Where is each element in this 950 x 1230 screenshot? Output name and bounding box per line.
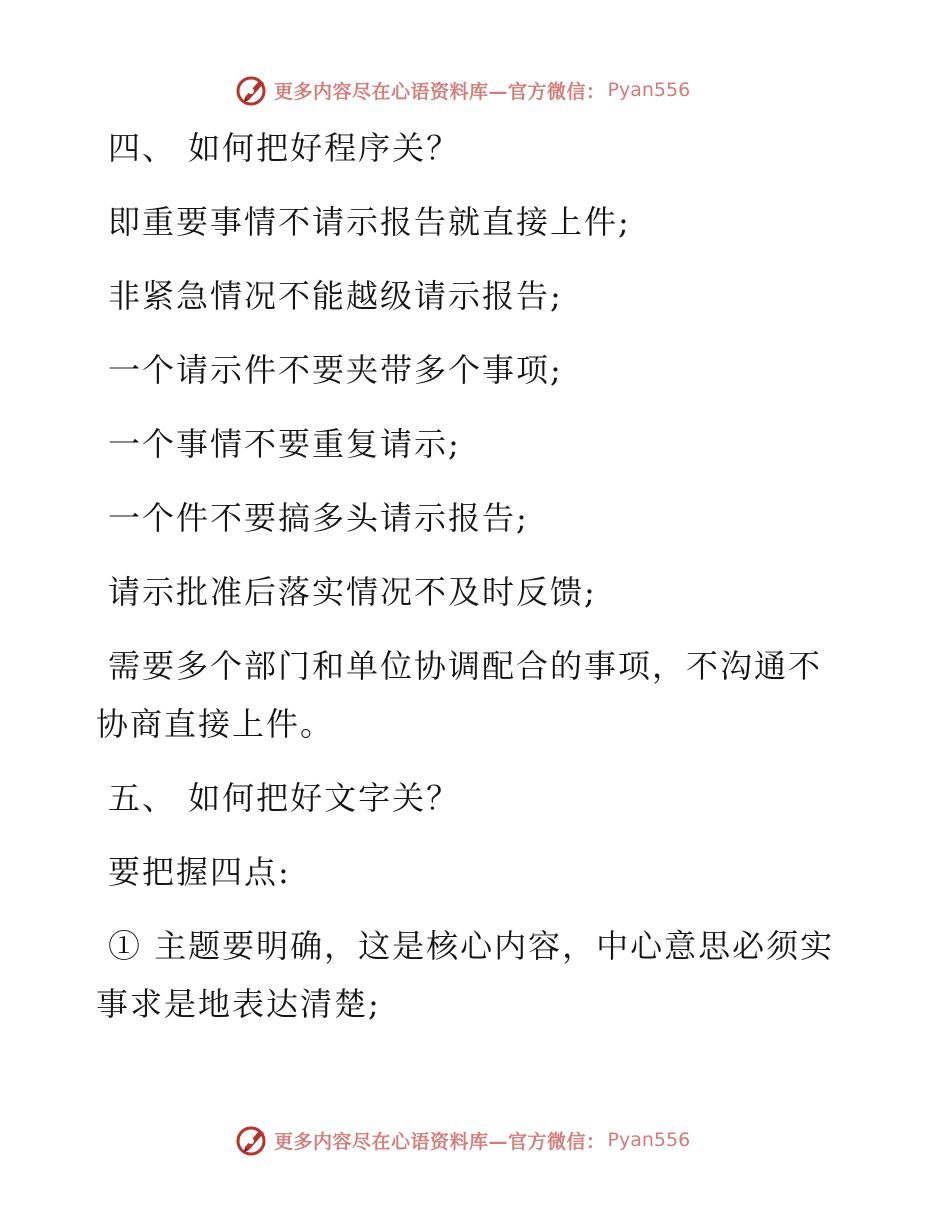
watermark-contact: Pyan556 (607, 1129, 691, 1151)
watermark-text: 更多内容尽在心语资料库—官方微信： (274, 1130, 606, 1153)
paragraph-line: 即重要事情不请示报告就直接上件; (108, 203, 631, 241)
paragraph-line: 协商直接上件。 (96, 705, 335, 743)
paragraph-line: 请示批准后落实情况不及时反馈; (108, 573, 597, 611)
section-heading-4: 四、 如何把好程序关？ (108, 129, 461, 167)
paragraph-line: 一个件不要搞多头请示报告; (108, 499, 529, 537)
pen-logo-icon (236, 73, 270, 107)
section-heading-5: 五、 如何把好文字关？ (108, 779, 461, 817)
paragraph-line: ① 主题要明确，这是核心内容，中心意思必须实 (108, 927, 835, 965)
paragraph-line: 事求是地表达清楚; (96, 985, 381, 1023)
paragraph-line: 要把握四点: (108, 853, 291, 891)
paragraph-line: 一个请示件不要夹带多个事项; (108, 351, 563, 389)
pen-logo-icon (236, 1123, 270, 1157)
header-watermark (236, 72, 756, 108)
paragraph-line: 一个事情不要重复请示; (108, 425, 461, 463)
footer-watermark (236, 1122, 756, 1158)
paragraph-line: 需要多个部门和单位协调配合的事项，不沟通不 (108, 647, 823, 685)
watermark-text: 更多内容尽在心语资料库—官方微信： (274, 80, 606, 103)
watermark-contact: Pyan556 (607, 79, 691, 101)
paragraph-line: 非紧急情况不能越级请示报告; (108, 277, 563, 315)
